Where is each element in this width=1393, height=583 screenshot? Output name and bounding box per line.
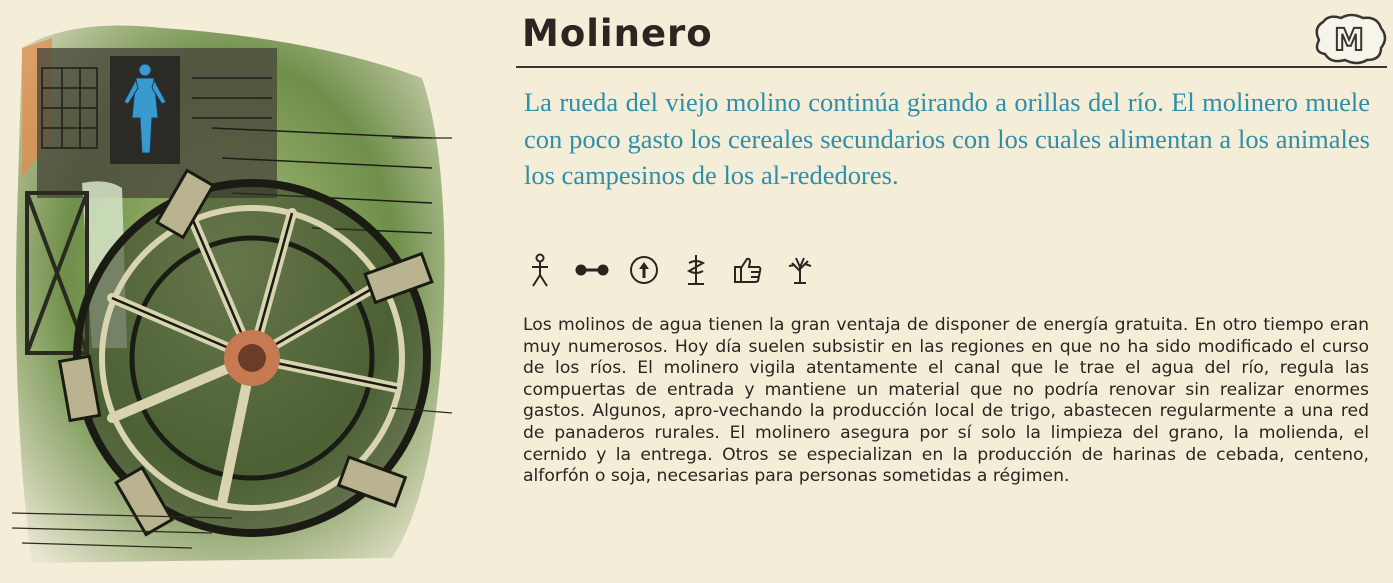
thumbs-up-icon — [730, 252, 766, 288]
body-paragraph: Los molinos de agua tienen la gran ventaja de disponer de energía gratuita. En otro tiempo eran muy numerosos. Hoy día suelen subsistir en las regiones en que no ha sido modificado el curso de los ríos. El molinero vigila atentamente el canal que le trae el agua del río, regula las compuertas de entrada y mantiene un material que no podría renovar sin realizar enormes gastos. Algunos, apro-vechando la producción local de trigo, abastecen regularmente a una red de panaderos rurales. El molinero asegura por sí solo la limpieza del grano, la molienda, el cernido y la entrega. Otros se especializan en la producción de harinas de cebada, centeno, alforfón o soja, necesarias para personas sometidas a régimen. — [523, 315, 1369, 487]
person-icon — [522, 252, 558, 288]
water-mill-illustration — [12, 18, 452, 570]
arrow-up-circle-icon — [626, 252, 662, 288]
intro-paragraph: La rueda del viejo molino continúa girando a orillas del río. El molinero muele con poco gasto los cereales secundarios con los cuales alimentan a los animales los campesinos de los al-rededores. — [524, 87, 1370, 190]
tree-icon — [782, 252, 818, 288]
badge-letter: M — [1334, 23, 1364, 58]
dumbbell-icon — [574, 252, 610, 288]
m-badge-icon — [1311, 12, 1387, 66]
title-divider — [516, 66, 1387, 68]
page-title: Molinero — [522, 12, 713, 55]
spiral-stand-icon — [678, 252, 714, 288]
symbol-row — [522, 252, 834, 288]
